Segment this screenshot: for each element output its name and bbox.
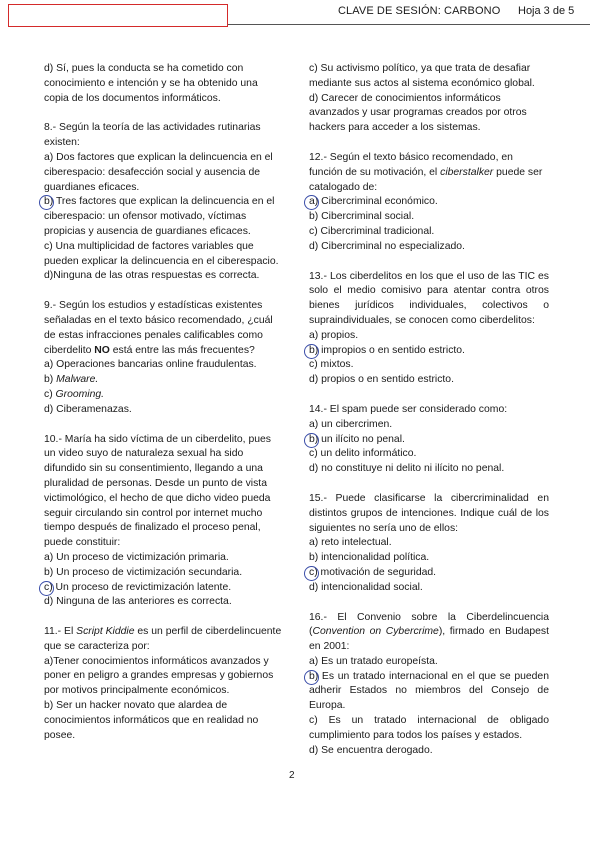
question-stem: [309, 151, 549, 195]
answer-circle: [304, 195, 319, 210]
option-text: b) Tres factores que explican la delincuencia en el ciberespacio: un ofensor motivado, víctimas propicias y ausencia de guardianes eficaces.: [44, 196, 275, 237]
option-a: [309, 195, 549, 210]
question-11-continued: [309, 62, 549, 136]
answer-circle: [39, 195, 54, 210]
option-text: Grooming.: [55, 388, 105, 400]
stem-italic: Script Kiddie: [76, 626, 135, 638]
stem-text: es un perfil de ciberdelincuente que se caracteriza por:: [44, 626, 282, 652]
page-number: 2: [289, 770, 295, 781]
stem-text: 9.- Según los estudios y estadísticas existentes señaladas en el texto básico recomendado, ¿cuál de estas infracciones penales calificables como ciberdelito: [44, 300, 273, 356]
option-text: c) Un proceso de revictimización latente.: [44, 581, 232, 593]
session-key: CLAVE DE SESIÓN: CARBONO: [338, 5, 501, 17]
option-a: a) un cibercrimen.: [309, 418, 393, 430]
option-c: [309, 566, 549, 581]
option-text: a) Cibercriminal económico.: [309, 196, 438, 208]
stem-text: puede ser catalogado de:: [309, 166, 543, 193]
option-text: b) Es un tratado internacional en el que se pueden adherir Estados no miembros del Consejo de Europa.: [309, 670, 549, 712]
option-letter: b): [44, 374, 57, 386]
option-d: d) no constituye ni delito ni ilícito no penal.: [309, 463, 505, 475]
question-8: [44, 121, 284, 284]
option-letter: c): [44, 388, 56, 400]
option-a: a) Operaciones bancarias online fraudulentas.: [44, 359, 257, 371]
option-b: b) Ser un hacker novato que alardea de conocimientos informáticos que en realidad no posee.: [44, 700, 259, 741]
left-column: [44, 62, 284, 758]
question-7-tail: [44, 62, 284, 106]
question-stem: [44, 299, 284, 358]
header-rule: [228, 24, 590, 25]
question-stem: 8.- Según la teoría de las actividades rutinarias existen:: [44, 122, 261, 149]
stem-text: 16.- El Convenio sobre la Ciberdelincuencia (: [309, 611, 549, 638]
option-c: c) Una multiplicidad de factores variables que pueden explicar la delincuencia en el ciberespacio.: [44, 240, 279, 267]
question-13: [309, 270, 549, 388]
option-text: b) impropios o en sentido estricto.: [309, 344, 465, 356]
option-text: b) un ilícito no penal.: [309, 433, 405, 445]
option-b: [309, 433, 549, 448]
answer-circle: [39, 581, 54, 596]
answer-circle: [304, 344, 319, 359]
option-c: [44, 388, 284, 403]
option-a: a) Un proceso de victimización primaria.: [44, 551, 229, 563]
question-12: [309, 151, 549, 255]
option-c: [44, 581, 284, 596]
option-b: [309, 670, 549, 714]
question-stem: [309, 611, 549, 655]
option-d: d) Cibercriminal no especializado.: [309, 240, 465, 252]
option-b: b) Cibercriminal social.: [309, 211, 415, 223]
question-stem: 15.- Puede clasificarse la cibercriminalidad en distintos grupos de intenciones. Indique cuál de los siguientes no sería uno de ellos:: [309, 492, 549, 534]
stem-text: está entre las más frecuentes?: [109, 344, 255, 356]
question-14: [309, 403, 549, 477]
question-stem: 13.- Los ciberdelitos en los que el uso de las TIC es solo el medio comisivo para atentar contra otros bienes jurídicos individuales, colectivos o supraindividuales, se conocen como ciberdelitos:: [309, 270, 549, 326]
option-a: a) propios.: [309, 329, 359, 341]
sheet-number: Hoja 3 de 5: [518, 5, 575, 17]
option-b: b) Un proceso de victimización secundaria.: [44, 566, 243, 578]
option-text: c) motivación de seguridad.: [309, 566, 437, 578]
question-10: [44, 433, 284, 611]
option-b: [44, 373, 284, 388]
option-c: c) un delito informático.: [309, 448, 417, 460]
stem-text: 11.- El: [44, 626, 77, 638]
option-d: d) Carecer de conocimientos informáticos avanzados y usar programas creados por otros hackers para acceder a los sistemas.: [309, 92, 527, 134]
question-15: [309, 492, 549, 596]
question-11: [44, 625, 284, 743]
stem-text: ), firmado en Budapest en 2001:: [309, 626, 549, 653]
stem-emphasis: NO: [94, 344, 110, 356]
answer-circle: [304, 433, 319, 448]
option-d: d) intencionalidad social.: [309, 581, 423, 593]
right-column: [309, 62, 549, 773]
option-a: a) reto intelectual.: [309, 537, 392, 549]
option-d: d) Se encuentra derogado.: [309, 744, 433, 756]
option-c: c) Su activismo político, ya que trata de desafiar mediante sus actos al sistema económico global.: [309, 63, 535, 89]
option-b: [44, 195, 284, 239]
option-c: c) Cibercriminal tradicional.: [309, 225, 435, 237]
answer-circle: [304, 566, 319, 581]
stem-italic: ciberstalker: [440, 166, 494, 178]
option-a: a)Tener conocimientos informáticos avanzados y poner en peligro a grandes empresas y gobiernos por motivos principalmente económicos.: [44, 655, 274, 697]
option-c: c) Es un tratado internacional de obligado cumplimiento para todos los países y estados.: [309, 715, 549, 741]
option-d: d)Ninguna de las otras respuestas es correcta.: [44, 270, 260, 282]
stem-text: 12.- Según el texto básico recomendado, en función de su motivación, el: [309, 151, 513, 178]
question-16: [309, 611, 549, 759]
option-b: b) intencionalidad política.: [309, 552, 430, 564]
question-stem: 14.- El spam puede ser considerado como:: [309, 403, 508, 415]
question-stem: [44, 625, 284, 655]
question-stem: 10.- María ha sido víctima de un ciberdelito, pues un video suyo de naturaleza sexual ha sido difundido sin su consentimiento, llegando a una pluralidad de personas. Desde un punto de vista victimológico, el hecho de que dicho video pueda seguir circulando sin control por internet mucho tiempo después de finalizado el proceso penal, puede constituir:: [44, 433, 271, 549]
question-9: [44, 299, 284, 417]
redaction-box: [8, 4, 228, 27]
stem-italic: Convention on Cybercrime: [312, 626, 439, 638]
option-d: d) Ciberamenazas.: [44, 403, 132, 415]
option-b: [309, 344, 549, 359]
answer-circle: [304, 670, 319, 685]
option-text: d) Sí, pues la conducta se ha cometido con conocimiento e intención y se ha obtenido una copia de los documentos informáticos.: [44, 63, 258, 104]
option-d: d) Ninguna de las anteriores es correcta.: [44, 596, 232, 608]
option-c: c) mixtos.: [309, 359, 354, 371]
option-a: a) Es un tratado europeísta.: [309, 655, 438, 667]
option-a: a) Dos factores que explican la delincuencia en el ciberespacio: desafección social y ausencia de guardianes eficaces.: [44, 151, 273, 193]
option-d: d) propios o en sentido estricto.: [309, 374, 454, 386]
option-text: Malware.: [56, 374, 99, 386]
